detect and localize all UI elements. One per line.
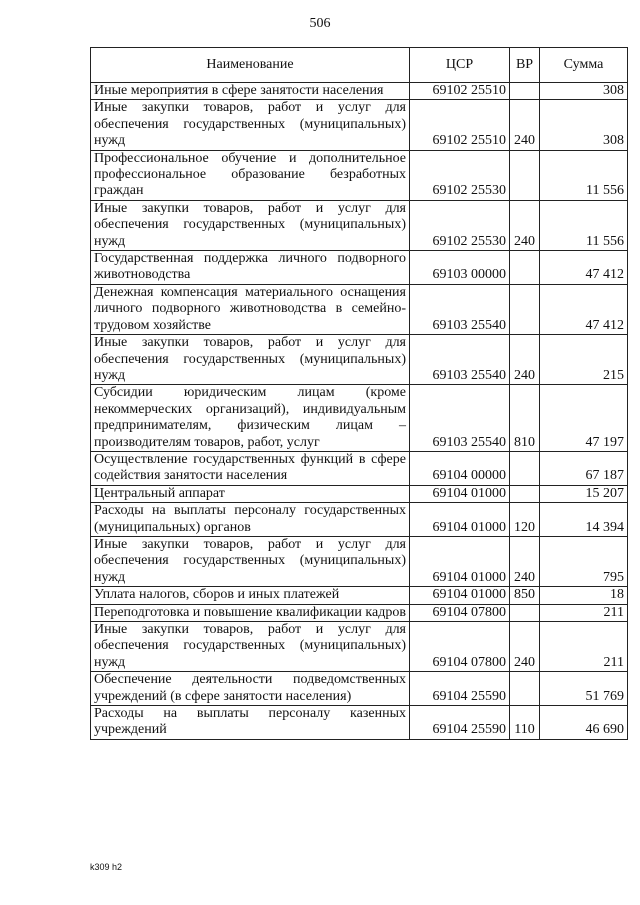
row-sum: 215 bbox=[540, 335, 628, 385]
row-name: Обеспечение деятельности подведомственных учреждений (в сфере занятости населения) bbox=[91, 672, 410, 706]
page-number: 506 bbox=[309, 16, 331, 31]
budget-table bbox=[90, 47, 628, 740]
row-sum: 67 187 bbox=[540, 451, 628, 485]
row-sum: 211 bbox=[540, 622, 628, 672]
table-row bbox=[91, 200, 628, 250]
table-row bbox=[91, 587, 628, 604]
row-vr: 240 bbox=[510, 335, 540, 385]
row-vr bbox=[510, 451, 540, 485]
table-row bbox=[91, 150, 628, 200]
row-name: Иные мероприятия в сфере занятости населения bbox=[91, 83, 410, 100]
table-row bbox=[91, 503, 628, 537]
row-vr: 120 bbox=[510, 503, 540, 537]
row-name: Иные закупки товаров, работ и услуг для обеспечения государственных (муниципальных) нужд bbox=[91, 100, 410, 150]
row-csr: 69103 25540 bbox=[410, 335, 510, 385]
row-name: Государственная поддержка личного подворного животноводства bbox=[91, 251, 410, 285]
row-csr: 69104 01000 bbox=[410, 485, 510, 502]
table-row bbox=[91, 385, 628, 452]
table-row bbox=[91, 536, 628, 586]
row-csr: 69102 25510 bbox=[410, 83, 510, 100]
row-vr: 810 bbox=[510, 385, 540, 452]
row-name: Иные закупки товаров, работ и услуг для обеспечения государственных (муниципальных) нужд bbox=[91, 335, 410, 385]
table-header-row bbox=[91, 48, 628, 83]
row-csr: 69103 25540 bbox=[410, 385, 510, 452]
row-csr: 69104 01000 bbox=[410, 503, 510, 537]
row-vr bbox=[510, 150, 540, 200]
row-name: Осуществление государственных функций в сфере содействия занятости населения bbox=[91, 451, 410, 485]
row-sum: 11 556 bbox=[540, 150, 628, 200]
row-name: Субсидии юридическим лицам (кроме некоммерческих организаций), индивидуальным предпринимателям, физическим лицам – производителям товаров, работ, услуг bbox=[91, 385, 410, 452]
row-csr: 69104 25590 bbox=[410, 706, 510, 740]
header-vr: ВР bbox=[510, 48, 540, 83]
row-csr: 69103 25540 bbox=[410, 284, 510, 334]
header-csr: ЦСР bbox=[410, 48, 510, 83]
row-csr: 69102 25510 bbox=[410, 100, 510, 150]
row-vr: 240 bbox=[510, 622, 540, 672]
row-name: Расходы на выплаты персоналу государственных (муниципальных) органов bbox=[91, 503, 410, 537]
footer-code: k309 h2 bbox=[90, 862, 123, 872]
row-sum: 46 690 bbox=[540, 706, 628, 740]
row-vr bbox=[510, 604, 540, 621]
row-name: Расходы на выплаты персоналу казенных учреждений bbox=[91, 706, 410, 740]
row-csr: 69102 25530 bbox=[410, 150, 510, 200]
row-sum: 51 769 bbox=[540, 672, 628, 706]
row-csr: 69102 25530 bbox=[410, 200, 510, 250]
row-sum: 308 bbox=[540, 83, 628, 100]
row-sum: 15 207 bbox=[540, 485, 628, 502]
row-name: Переподготовка и повышение квалификации кадров bbox=[91, 604, 410, 621]
row-sum: 211 bbox=[540, 604, 628, 621]
row-sum: 47 197 bbox=[540, 385, 628, 452]
table-row bbox=[91, 251, 628, 285]
row-sum: 14 394 bbox=[540, 503, 628, 537]
table-row bbox=[91, 706, 628, 740]
header-name: Наименование bbox=[91, 48, 410, 83]
row-vr: 240 bbox=[510, 100, 540, 150]
table-row bbox=[91, 451, 628, 485]
row-sum: 795 bbox=[540, 536, 628, 586]
table-row bbox=[91, 672, 628, 706]
table-row bbox=[91, 604, 628, 621]
row-sum: 11 556 bbox=[540, 200, 628, 250]
row-vr: 240 bbox=[510, 200, 540, 250]
row-name: Профессиональное обучение и дополнительное профессиональное образование безработных граждан bbox=[91, 150, 410, 200]
row-name: Иные закупки товаров, работ и услуг для обеспечения государственных (муниципальных) нужд bbox=[91, 536, 410, 586]
table-row bbox=[91, 100, 628, 150]
row-vr bbox=[510, 83, 540, 100]
row-csr: 69103 00000 bbox=[410, 251, 510, 285]
row-csr: 69104 01000 bbox=[410, 536, 510, 586]
row-vr: 240 bbox=[510, 536, 540, 586]
table-row bbox=[91, 335, 628, 385]
row-csr: 69104 01000 bbox=[410, 587, 510, 604]
row-name: Уплата налогов, сборов и иных платежей bbox=[91, 587, 410, 604]
table-row bbox=[91, 284, 628, 334]
row-vr: 110 bbox=[510, 706, 540, 740]
row-name: Иные закупки товаров, работ и услуг для обеспечения государственных (муниципальных) нужд bbox=[91, 200, 410, 250]
row-name: Иные закупки товаров, работ и услуг для обеспечения государственных (муниципальных) нужд bbox=[91, 622, 410, 672]
table-row bbox=[91, 622, 628, 672]
table-row bbox=[91, 485, 628, 502]
row-csr: 69104 07800 bbox=[410, 604, 510, 621]
row-vr: 850 bbox=[510, 587, 540, 604]
row-sum: 308 bbox=[540, 100, 628, 150]
row-csr: 69104 07800 bbox=[410, 622, 510, 672]
row-sum: 18 bbox=[540, 587, 628, 604]
row-csr: 69104 25590 bbox=[410, 672, 510, 706]
header-sum: Сумма bbox=[540, 48, 628, 83]
row-vr bbox=[510, 251, 540, 285]
table-row bbox=[91, 83, 628, 100]
row-name: Денежная компенсация материального оснащения личного подворного животноводства в семейно-трудовом хозяйстве bbox=[91, 284, 410, 334]
row-csr: 69104 00000 bbox=[410, 451, 510, 485]
row-name: Центральный аппарат bbox=[91, 485, 410, 502]
row-sum: 47 412 bbox=[540, 251, 628, 285]
row-vr bbox=[510, 485, 540, 502]
row-vr bbox=[510, 284, 540, 334]
row-sum: 47 412 bbox=[540, 284, 628, 334]
row-vr bbox=[510, 672, 540, 706]
